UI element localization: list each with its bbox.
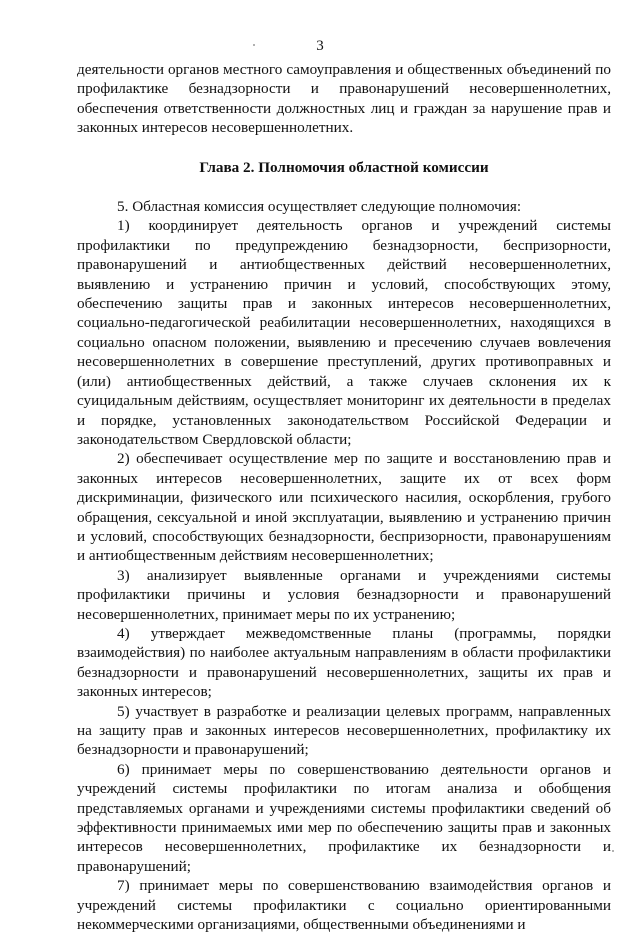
page-body	[77, 60, 611, 934]
scan-speck	[612, 850, 614, 852]
scan-speck	[253, 44, 255, 46]
list-item: 6) принимает меры по совершенствованию деятельности органов и учреждений системы профилактики по итогам анализа и обобщения представляемых органами и учреждениями системы профилактики сведений об эффективности принимаемых ими мер по обеспечению защиты прав и законных интересов несовершеннолетних, профилактике их безнадзорности и правонарушений;	[77, 760, 611, 875]
chapter-title: Глава 2. Полномочия областной комиссии	[199, 158, 489, 176]
list-item: 2) обеспечивает осуществление мер по защите и восстановлению прав и законных интересов несовершеннолетних, защите их от всех форм дискриминации, физического или психического насилия, оскорбления, грубого обращения, сексуальной и иной эксплуатации, выявлению и устранению причин и условий, способствующих безнадзорности, беспризорности, правонарушениям и антиобщественным действиям несовершеннолетних;	[77, 450, 611, 565]
intro-paragraph: 5. Областная комиссия осуществляет следующие полномочия:	[117, 198, 522, 216]
page-number: 3	[316, 38, 324, 54]
list-item: 1) координирует деятельность органов и учреждений системы профилактики по предупреждению безнадзорности, беспризорности, правонарушений и антиобщественных действий несовершеннолетних, выявлению и устранению причин и условий, способствующих этому, обеспечению защиты прав и законных интересов несовершеннолетних, социально-педагогической реабилитации несовершеннолетних, находящихся в социально опасном положении, выявлению и пресечению случаев вовлечения несовершеннолетних в совершение преступлений, других противоправных и (или) антиобщественных действий, а также случаев склонения их к суицидальным действиям, осуществляет мониторинг их деятельности в пределах и порядке, установленных законодательством Российской Федерации и законодательством Свердловской области;	[77, 217, 611, 448]
list-item: 5) участвует в разработке и реализации целевых программ, направленных на защиту прав и законных интересов несовершеннолетних, профилактику их безнадзорности и правонарушений;	[77, 702, 611, 759]
list-item: 7) принимает меры по совершенствованию взаимодействия органов и учреждений системы профилактики с социально ориентированными некоммерческими организациями, общественными объединениями и	[77, 877, 611, 934]
list-item: 3) анализирует выявленные органами и учреждениями системы профилактики причины и условия безнадзорности и правонарушений несовершеннолетних, принимает меры по их устранению;	[77, 566, 611, 623]
list-item: 4) утверждает межведомственные планы (программы, порядки взаимодействия) по наиболее актуальным направлениям в области профилактики безнадзорности и правонарушений несовершеннолетних, защиты их прав и законных интересов;	[77, 624, 611, 701]
continuation-paragraph: деятельности органов местного самоуправления и общественных объединений по профилактике безнадзорности и правонарушений несовершеннолетних, обеспечения ответственности должностных лиц и граждан за нарушение прав и законных интересов несовершеннолетних.	[77, 61, 611, 137]
